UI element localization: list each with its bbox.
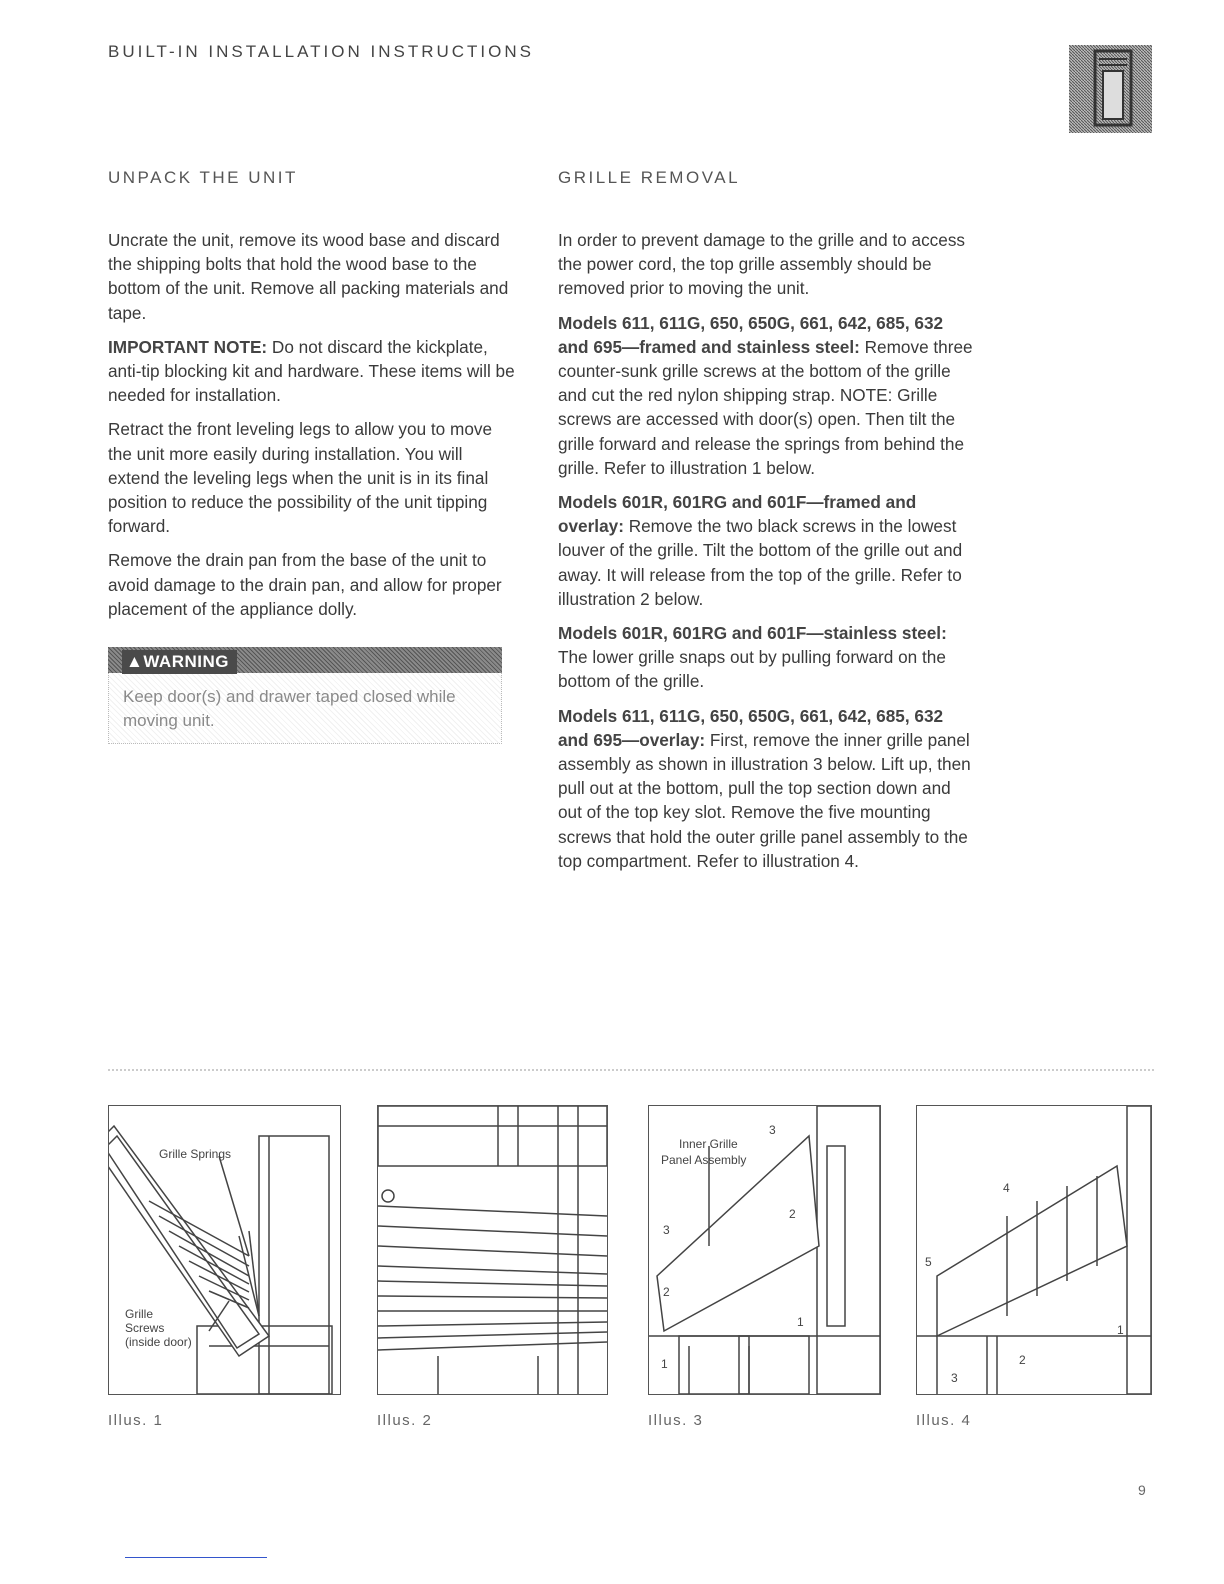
caption-illus-2: Illus. 2 [377,1412,433,1429]
caption-illus-4: Illus. 4 [916,1412,972,1429]
grille-section-2-text: Remove the two black screws in the lowest louver of the grille. Tilt the bottom of the grille out and away. It will release from the top of the grille. Refer to illustration 2 below. [558,516,963,609]
illustration-3 [648,1105,881,1395]
inner-grille-label-2: Panel Assembly [661,1153,747,1167]
grille-section-4-text: First, remove the inner grille panel assembly as shown in illustration 3 below. Lift up, then pull out at the bottom, pull the top section down and out of the top key slot. Remove the five mounting screws that hold the outer grille panel assembly to the top compartment. Refer to illustration 4. [558,729,971,871]
important-note-text: Do not discard the kickplate, anti-tip blocking kit and hardware. These items will be needed for installation. [108,336,515,406]
grille-removal-heading: GRILLE REMOVAL [558,168,741,187]
grille-removal-section [558,166,978,883]
important-note-label: IMPORTANT NOTE: [108,336,268,357]
grille-screws-label-1: Grille [125,1307,154,1321]
grille-section-1-text: Remove three counter-sunk grille screws at the bottom of the grille and cut the red nylon shipping strap. NOTE: Grille screws are accessed with door(s) open. Then tilt the grille forward and release the springs from behind the grille. Refer to illustration 1 below. [558,336,973,478]
grille-section-3-text: The lower grille snaps out by pulling forward on the bottom of the grille. [558,647,946,692]
warning-bar [108,647,502,673]
step-1-left: 1 [661,1357,668,1371]
caption-illus-3: Illus. 3 [648,1412,704,1429]
important-note [108,335,518,408]
grille-section-1 [558,311,978,480]
grille-section-4 [558,704,978,873]
grille-section-3-title: Models 601R, 601RG and 601F—stainless steel: [558,623,947,644]
warning-text: Keep door(s) and drawer taped closed while moving unit. [108,673,502,744]
grille-section-2-title: Models 601R, 601RG and 601F—framed and overlay: [558,492,917,537]
caption-illus-1: Illus. 1 [108,1412,164,1429]
warning-title [122,650,237,674]
screw-label-3: 3 [951,1371,958,1385]
grille-springs-label: Grille Springs [159,1147,232,1161]
footer-rule [125,1557,267,1558]
grille-section-3 [558,621,978,694]
inner-grille-label-1: Inner Grille [679,1137,738,1151]
screw-label-5: 5 [925,1255,932,1269]
warning-box [108,647,502,744]
illustration-1 [108,1105,341,1395]
step-2-left: 2 [663,1285,670,1299]
page-number: 9 [1138,1482,1146,1498]
warning-label: WARNING [143,652,229,672]
screw-label-4: 4 [1003,1181,1010,1195]
unpack-section [108,166,518,744]
screw-label-1: 1 [1117,1323,1124,1337]
step-2-right: 2 [789,1207,796,1221]
section-divider [108,1069,1154,1071]
grille-section-4-title: Models 611, 611G, 650, 650G, 661, 642, 685, 632 and 695—overlay: [558,705,944,750]
step-3-top: 3 [769,1123,776,1137]
step-1-right: 1 [797,1315,804,1329]
unpack-paragraph: Uncrate the unit, remove its wood base and discard the shipping bolts that hold the wood base to the bottom of the unit. Remove all packing materials and tape. [108,230,509,323]
grille-removal-intro: In order to prevent damage to the grille and to access the power cord, the top grille assembly should be removed prior to moving the unit. [558,230,966,299]
unpack-heading: UNPACK THE UNIT [108,168,298,187]
illustration-2 [377,1105,608,1395]
drain-pan-paragraph: Remove the drain pan from the base of the unit to avoid damage to the drain pan, and allow for proper placement of the appliance dolly. [108,550,502,619]
refrigerator-logo-icon [1069,45,1152,133]
grille-section-1-title: Models 611, 611G, 650, 650G, 661, 642, 685, 632 and 695—framed and stainless steel: [558,312,944,357]
grille-section-2 [558,490,978,611]
grille-screws-label-3: (inside door) [125,1335,192,1349]
page-header-title: BUILT-IN INSTALLATION INSTRUCTIONS [108,42,534,61]
warning-triangle-icon: ▲ [126,652,144,672]
screw-label-2: 2 [1019,1353,1026,1367]
leveling-legs-paragraph: Retract the front leveling legs to allow you to move the unit more easily during installation. You will extend the leveling legs when the unit is in its final position to reduce the possibility of the unit tipping forward. [108,419,493,537]
grille-screws-label-2: Screws [125,1321,165,1335]
illustration-4 [916,1105,1152,1395]
step-3-left: 3 [663,1223,670,1237]
